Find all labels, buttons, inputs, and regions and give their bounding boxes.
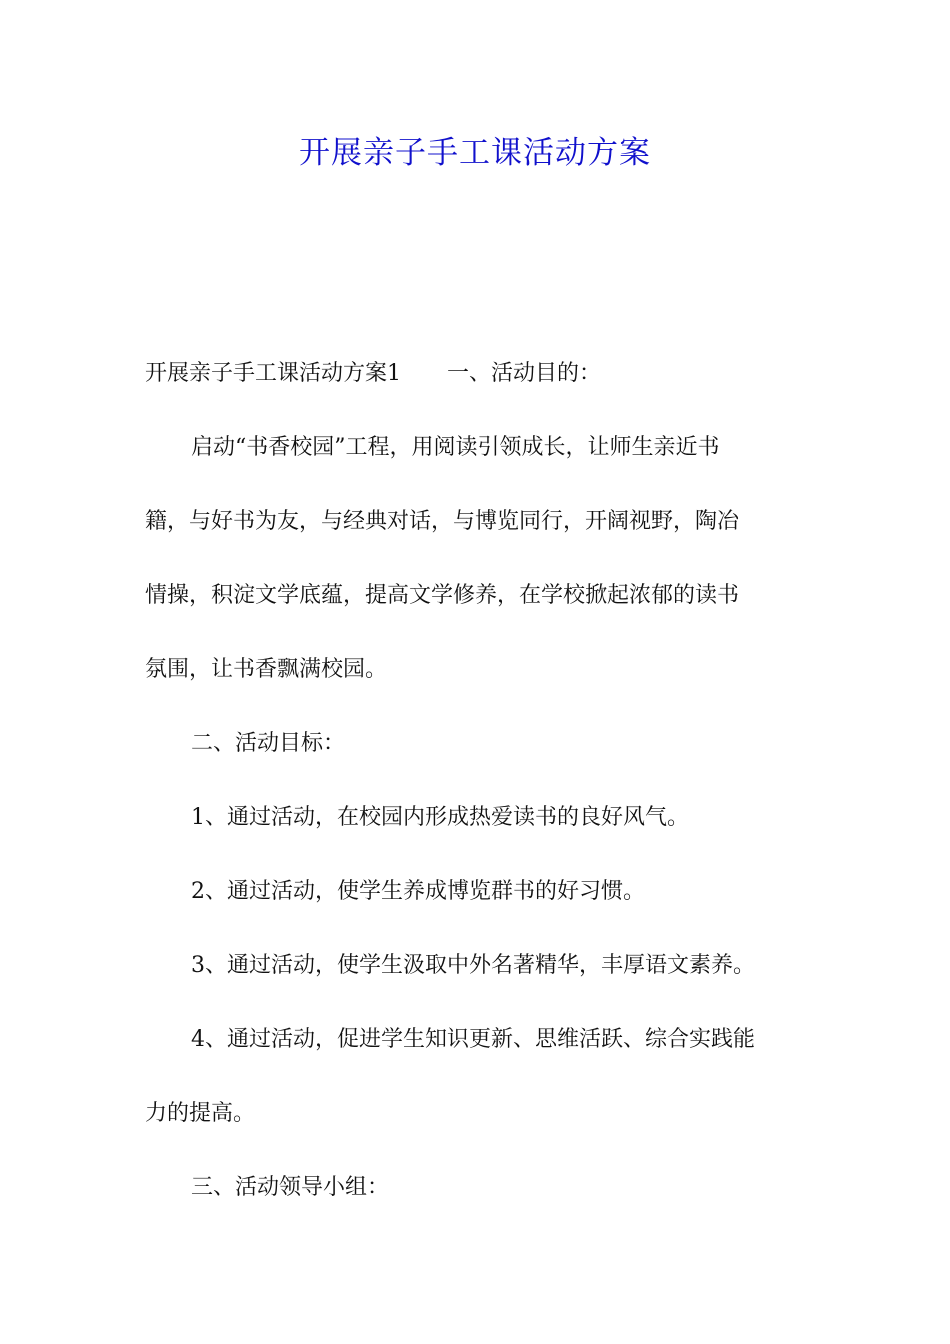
goal-item-4 bbox=[145, 1003, 807, 1151]
plan-heading: 开展亲子手工课活动方案1 bbox=[145, 361, 401, 386]
purpose-line: 情操，积淀文学底蕴，提高文学修养，在学校掀起浓郁的读书 bbox=[145, 583, 740, 608]
document-title: 开展亲子手工课活动方案 bbox=[299, 135, 651, 171]
purpose-line: 籍，与好书为友，与经典对话，与博览同行，开阔视野，陶冶 bbox=[145, 509, 740, 534]
goal-item-line: 力的提高。 bbox=[145, 1101, 256, 1126]
goal-item: 3、通过活动，使学生汲取中外名著精华，丰厚语文素养。 bbox=[191, 953, 755, 978]
section-leadership-heading: 三、活动领导小组： bbox=[191, 1175, 390, 1200]
purpose-line: 启动“书香校园”工程，用阅读引领成长，让师生亲近书 bbox=[191, 435, 720, 460]
section-purpose-heading: 一、活动目的： bbox=[447, 361, 602, 386]
purpose-paragraph bbox=[145, 411, 807, 707]
intro-line bbox=[145, 337, 807, 411]
goal-item: 1、通过活动，在校园内形成热爱读书的良好风气。 bbox=[191, 805, 689, 830]
goal-item-line: 4、通过活动，促进学生知识更新、思维活跃、综合实践能 bbox=[191, 1027, 755, 1052]
purpose-line: 氛围，让书香飘满校园。 bbox=[145, 657, 388, 682]
goal-item: 2、通过活动，使学生养成博览群书的好习惯。 bbox=[191, 879, 645, 904]
document-body bbox=[145, 337, 807, 1225]
section-goals-heading: 二、活动目标： bbox=[191, 731, 346, 756]
